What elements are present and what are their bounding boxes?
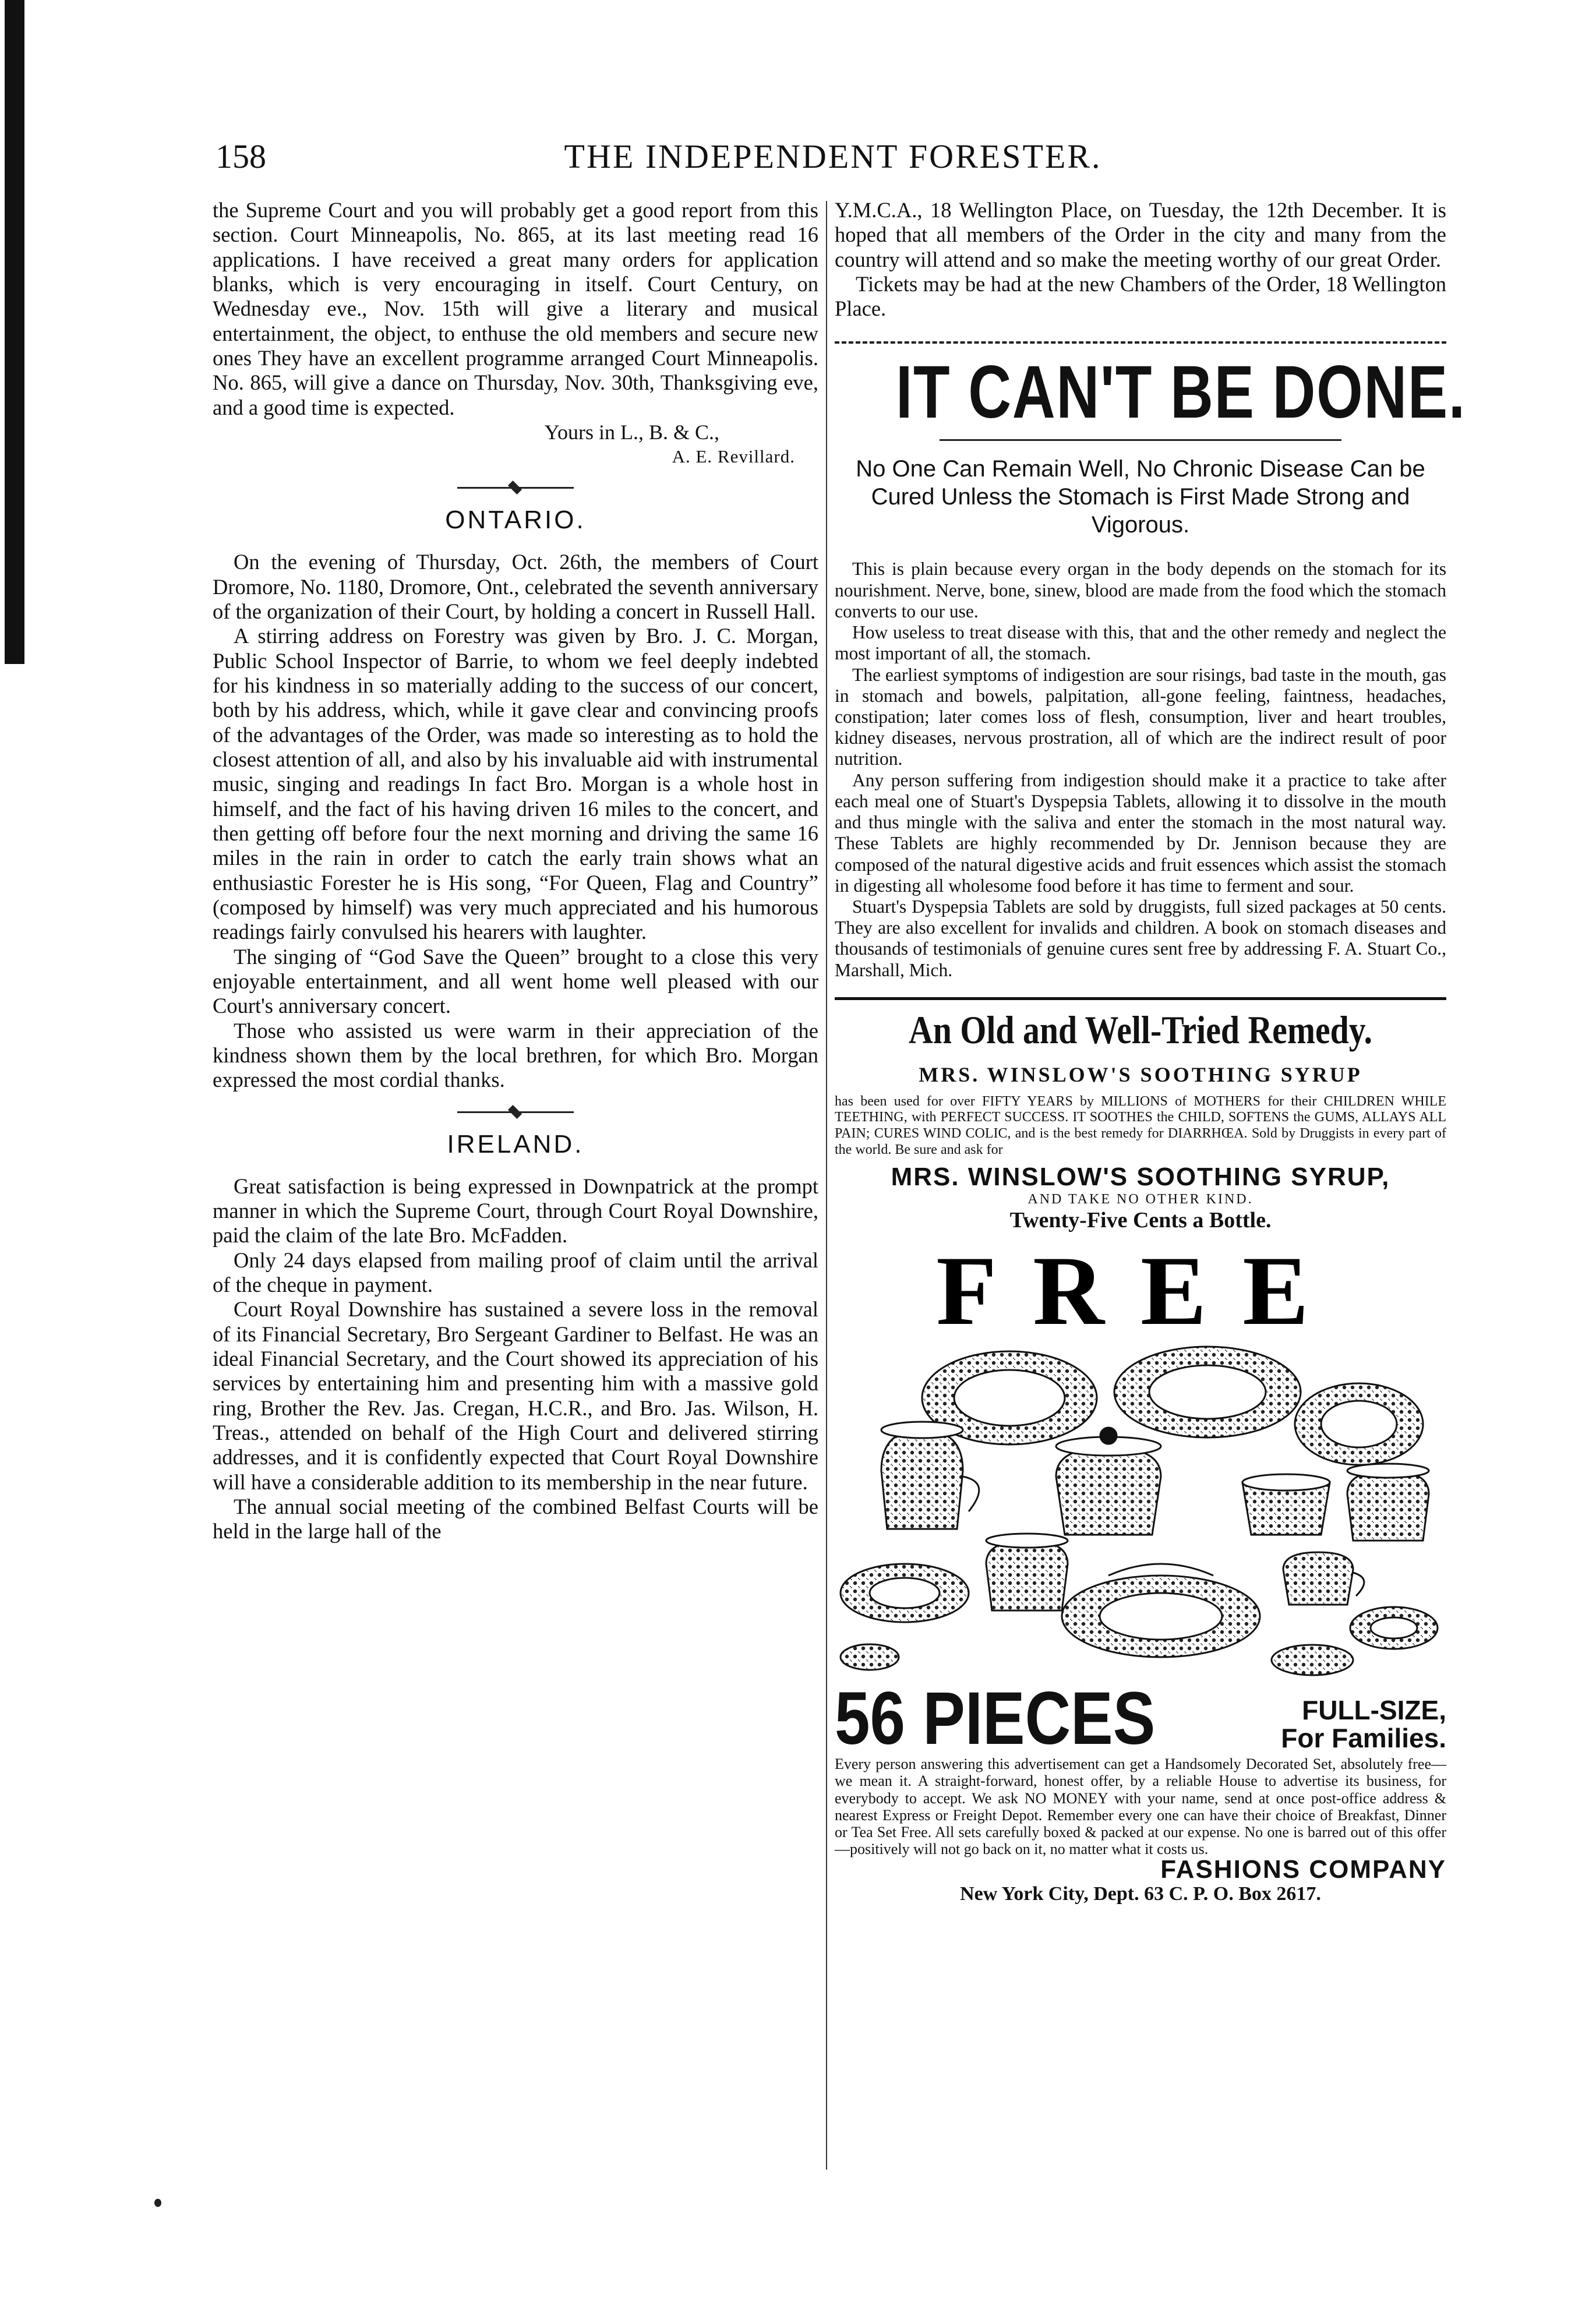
ireland-paragraph: The annual social meeting of the combined Belfast Courts will be held in the large hall of the: [213, 1494, 818, 1544]
ontario-paragraph: Those who assisted us were warm in their appreciation of the kindness shown them by the local brethren, for which Bro. Morgan expressed the most cordial thanks.: [213, 1018, 818, 1092]
ad-paragraph: The earliest symptoms of indigestion are sour risings, bad taste in the mouth, gas in stomach and bowels, palpitation, all-gone feeling, faintness, headaches, constipation; later comes loss of flesh, consumption, liver and heart troubles, kidney diseases, nervous prostration, all of which are the indirect result of poor nutrition.: [835, 664, 1446, 769]
ad-paragraph: This is plain because every organ in the body depends on the stomach for its nourishment. Nerve, bone, sinew, blood are made from the food which the stomach converts to our use.: [835, 559, 1446, 621]
ontario-heading: ONTARIO.: [445, 506, 586, 535]
product-name: MRS. WINSLOW'S SOOTHING SYRUP: [919, 1062, 1362, 1086]
no-other-kind: AND TAKE NO OTHER KIND.: [1027, 1192, 1254, 1207]
ornament-divider: [457, 480, 574, 495]
ad-paragraph: Stuart's Dyspepsia Tablets are sold by druggists, full sized packages at 50 cents. They are also excellent for invalids and children. A book on stomach diseases and thousands of testimonials of genuine cures sent free by addressing F. A. Stuart Co., Marshall, Mich.: [835, 896, 1446, 980]
rule: [835, 997, 1446, 1000]
pieces-count: 56 PIECES: [835, 1677, 1156, 1761]
ad-subhead: No One Can Remain Well, No Chronic Disease Can be Cured Unless the Stomach is First Made Strong and Vigorous.: [856, 456, 1425, 538]
free-dishes-ad: [835, 1236, 1446, 1929]
ontario-paragraph: On the evening of Thursday, Oct. 26th, the members of Court Dromore, No. 1180, Dromore, Ont., celebrated the seventh anniversary of the organization of their Court, by holding a concert in Russell Hall.: [213, 550, 818, 624]
dinnerware-illustration: [835, 1343, 1440, 1680]
product-name-repeat: MRS. WINSLOW'S SOOTHING SYRUP,: [891, 1163, 1390, 1192]
dashed-rule: [835, 341, 1446, 344]
ad-paragraph: How useless to treat disease with this, that and the other remedy and neglect the most important of all, the stomach.: [835, 622, 1446, 664]
company-address: New York City, Dept. 63 C. P. O. Box 2617.: [960, 1883, 1321, 1905]
remedy-headline: An Old and Well-Tried Remedy.: [909, 1007, 1372, 1052]
full-size-text: FULL-SIZE,: [1302, 1694, 1446, 1725]
ontario-paragraph: The singing of “God Save the Queen” brought to a close this very enjoyable entertainment, and all went home well pleased with our Court's anniversary concert.: [213, 944, 818, 1018]
signature: A. E. Revillard.: [672, 446, 795, 467]
continued-paragraph: Y.M.C.A., 18 Wellington Place, on Tuesday, the 12th December. It is hoped that all members of the Order in the city and many from the country will attend and so make the meeting worthy of our great Order.: [835, 198, 1446, 271]
binding-edge: [5, 0, 24, 664]
ireland-heading: IRELAND.: [447, 1129, 584, 1159]
continued-paragraph: Tickets may be had at the new Chambers of the Order, 18 Wellington Place.: [835, 271, 1446, 321]
intro-paragraph: the Supreme Court and you will probably get a good report from this section. Court Minneapolis, No. 865, at its last meeting read 16 applications. I have received a great many orders for application blanks, which is very encouraging in itself. Court Century, on Wednesday eve., Nov. 15th will give a literary and musical entertainment, the object, to enthuse the old members and secure new ones They have an excellent programme arranged Court Minneapolis. No. 865, will give a dance on Thursday, Nov. 30th, Thanksgiving eve, and a good time is expected.: [213, 198, 818, 419]
free-ad-body: Every person answering this advertisement can get a Handsomely Decorated Set, absolutely free—we mean it. A straight-forward, honest offer, by a reliable House to advertise its business, for everybody to accept. We ask NO MONEY with your name, send at once post-office address & nearest Express or Freight Depot. Remember every one can have their choice of Breakfast, Dinner or Tea Set Free. All sets carefully boxed & packed at our expense. No one is barred out of this offer—positively will not go back on it, no matter what it costs us.: [835, 1756, 1446, 1857]
company-name: FASHIONS COMPANY: [1160, 1855, 1446, 1884]
page-number: 158: [216, 137, 266, 175]
free-headline: FREE: [936, 1236, 1345, 1346]
column-divider: [826, 201, 827, 2170]
pieces-line: [835, 1677, 1446, 1761]
ireland-paragraph: Only 24 days elapsed from mailing proof of claim until the arrival of the cheque in payment.: [213, 1248, 818, 1297]
full-size-label: [1196, 1696, 1446, 1753]
remedy-body: has been used for over FIFTY YEARS by MILLIONS of MOTHERS for their CHILDREN WHILE TEETHING, with PERFECT SUCCESS. IT SOOTHES the CHILD, SOFTENS the GUMS, ALLAYS ALL PAIN; CURES WIND COLIC, and is the best remedy for DIARRHŒA. Sold by Druggists in every part of the world. Be sure and ask for: [835, 1093, 1446, 1157]
page-header: [216, 137, 1450, 183]
rule: [940, 439, 1341, 441]
ad-paragraph: Any person suffering from indigestion should make it a practice to take after each meal one of Stuart's Dyspepsia Tablets, allowing it to dissolve in the mouth and thus mingle with the saliva and enter the stomach in the most natural way. These Tablets are highly recommended by Dr. Jennison because they are composed of the natural digestive acids and fruit essences which assist the stomach in digesting all wholesome food before it has time to ferment and sour.: [835, 769, 1446, 896]
ireland-paragraph: Court Royal Downshire has sustained a severe loss in the removal of its Financial Secretary, Bro Sergeant Gardiner to Belfast. He was an ideal Financial Secretary, and the Court showed its appreciation of his services by entertaining him and presenting him with a massive gold ring, Brother the Rev. Jas. Cregan, H.C.R., and Bro. Jas. Wilson, H. Treas., attended on behalf of the High Court and delivered stirring addresses, and it is confidently expected that Court Royal Downshire will have a considerable addition to its membership in the near future.: [213, 1297, 818, 1494]
ireland-paragraph: Great satisfaction is being expressed in Downpatrick at the prompt manner in which the Supreme Court, through Court Royal Downshire, paid the claim of the late Bro. McFadden.: [213, 1174, 818, 1248]
ink-spot: [154, 2199, 161, 2207]
right-column: [835, 198, 1466, 1929]
signoff: Yours in L., B. & C.,: [544, 420, 719, 444]
ornament-divider: [457, 1104, 574, 1119]
running-title: THE INDEPENDENT FORESTER.: [564, 137, 1102, 175]
ontario-paragraph: A stirring address on Forestry was given by Bro. J. C. Morgan, Public School Inspector of Barrie, to whom we feel deeply indebted for his kindness in so materially adding to the success of our concert, both by his address, which, while it gave clear and convincing proofs of the advantages of the Order, was made so interesting as to hold the closest attention of all, and also by his invaluable aid with instrumental music, singing and readings In fact Bro. Morgan is a whole host in himself, and the fact of his having driven 16 miles to the concert, and then getting off before four the next morning and driving the same 16 miles in the rain in order to catch the early train shows what an enthusiastic Forester he is His song, “For Queen, Flag and Country” (composed by himself) was very much appreciated and his humorous readings fairly convulsed his hearers with laughter.: [213, 624, 818, 944]
price-line: Twenty-Five Cents a Bottle.: [1009, 1208, 1272, 1233]
for-families-text: For Families.: [1281, 1723, 1446, 1754]
left-column: [213, 198, 818, 1544]
ad-headline: IT CAN'T BE DONE.: [896, 350, 1466, 434]
